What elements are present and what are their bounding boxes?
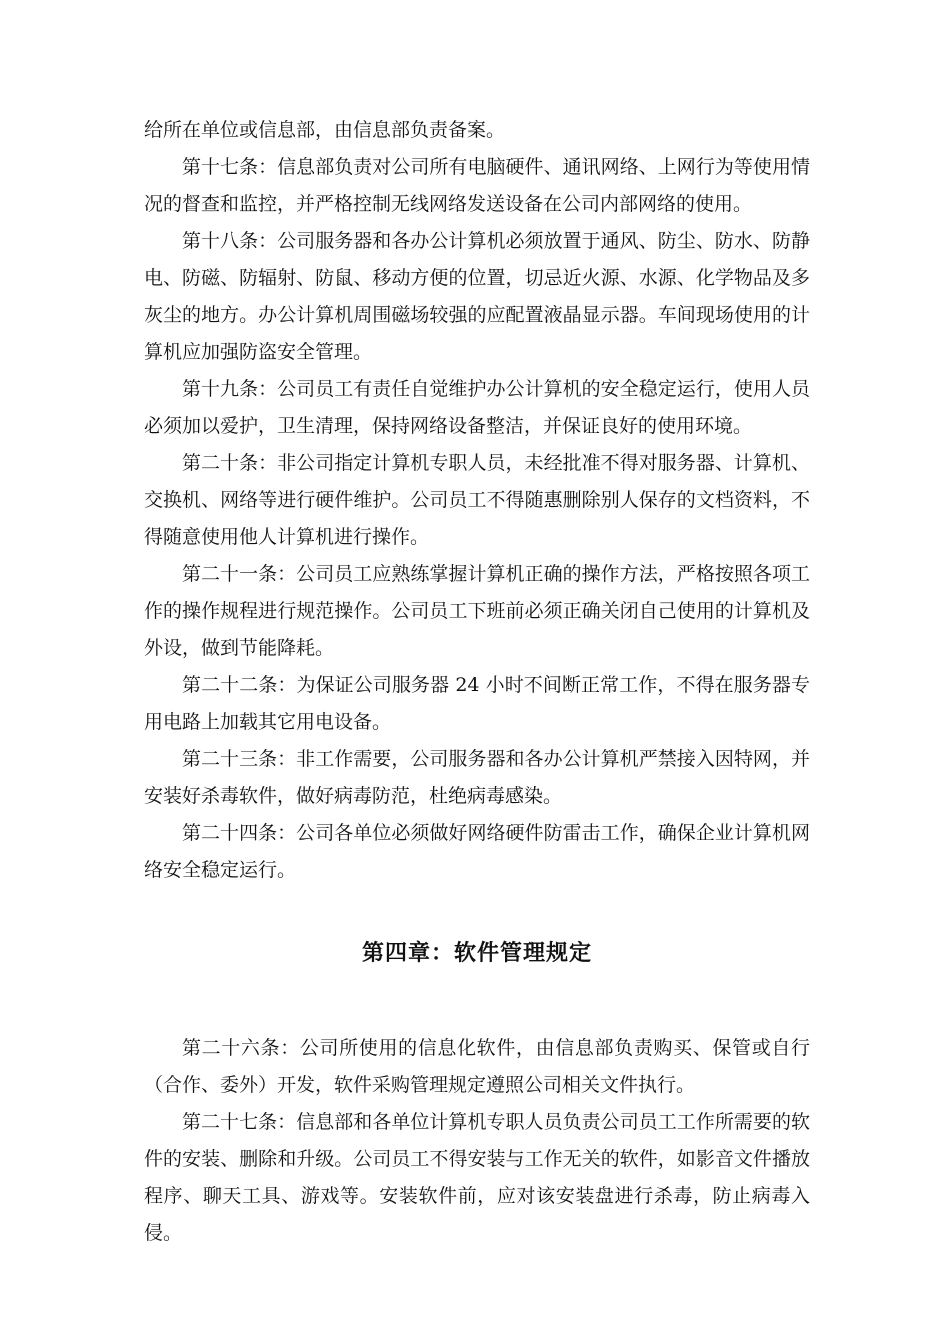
article-17: 第十七条：信息部负责对公司所有电脑硬件、通讯网络、上网行为等使用情况的督查和监控，并严格控制无线网络发送设备在公司内部网络的使用。 <box>144 156 810 215</box>
continuation-paragraph: 给所在单位或信息部，由信息部负责备案。 <box>144 119 506 141</box>
article-21: 第二十一条：公司员工应熟练掌握计算机正确的操作方法，严格按照各项工作的操作规程进行规范操作。公司员工下班前必须正确关闭自己使用的计算机及外设，做到节能降耗。 <box>144 563 810 659</box>
article-23: 第二十三条：非工作需要，公司服务器和各办公计算机严禁接入因特网，并安装好杀毒软件，做好病毒防范，杜绝病毒感染。 <box>144 748 810 807</box>
article-18: 第十八条：公司服务器和各办公计算机必须放置于通风、防尘、防水、防静电、防磁、防辐射、防鼠、移动方便的位置，切忌近火源、水源、化学物品及多灰尘的地方。办公计算机周围磁场较强的应配置液晶显示器。车间现场使用的计算机应加强防盗安全管理。 <box>144 230 810 363</box>
article-27: 第二十七条：信息部和各单位计算机专职人员负责公司员工工作所需要的软件的安装、删除和升级。公司员工不得安装与工作无关的软件，如影音文件播放程序、聊天工具、游戏等。安装软件前，应对该安装盘进行杀毒，防止病毒入侵。 <box>144 1111 810 1244</box>
article-20: 第二十条：非公司指定计算机专职人员，未经批准不得对服务器、计算机、交换机、网络等进行硬件维护。公司员工不得随惠删除别人保存的文档资料，不得随意使用他人计算机进行操作。 <box>144 452 810 548</box>
document-page <box>144 112 810 1252</box>
article-26: 第二十六条：公司所使用的信息化软件，由信息部负责购买、保管或自行（合作、委外）开发，软件采购管理规定遵照公司相关文件执行。 <box>144 1037 810 1096</box>
chapter-title: 第四章：软件管理规定 <box>361 940 592 966</box>
article-24: 第二十四条：公司各单位必须做好网络硬件防雷击工作，确保企业计算机网络安全稳定运行。 <box>144 822 810 881</box>
article-22: 第二十二条：为保证公司服务器 24 小时不间断正常工作，不得在服务器专用电路上加载其它用电设备。 <box>144 674 810 733</box>
article-19: 第十九条：公司员工有责任自觉维护办公计算机的安全稳定运行，使用人员必须加以爱护，卫生清理，保持网络设备整洁，并保证良好的使用环境。 <box>144 378 810 437</box>
